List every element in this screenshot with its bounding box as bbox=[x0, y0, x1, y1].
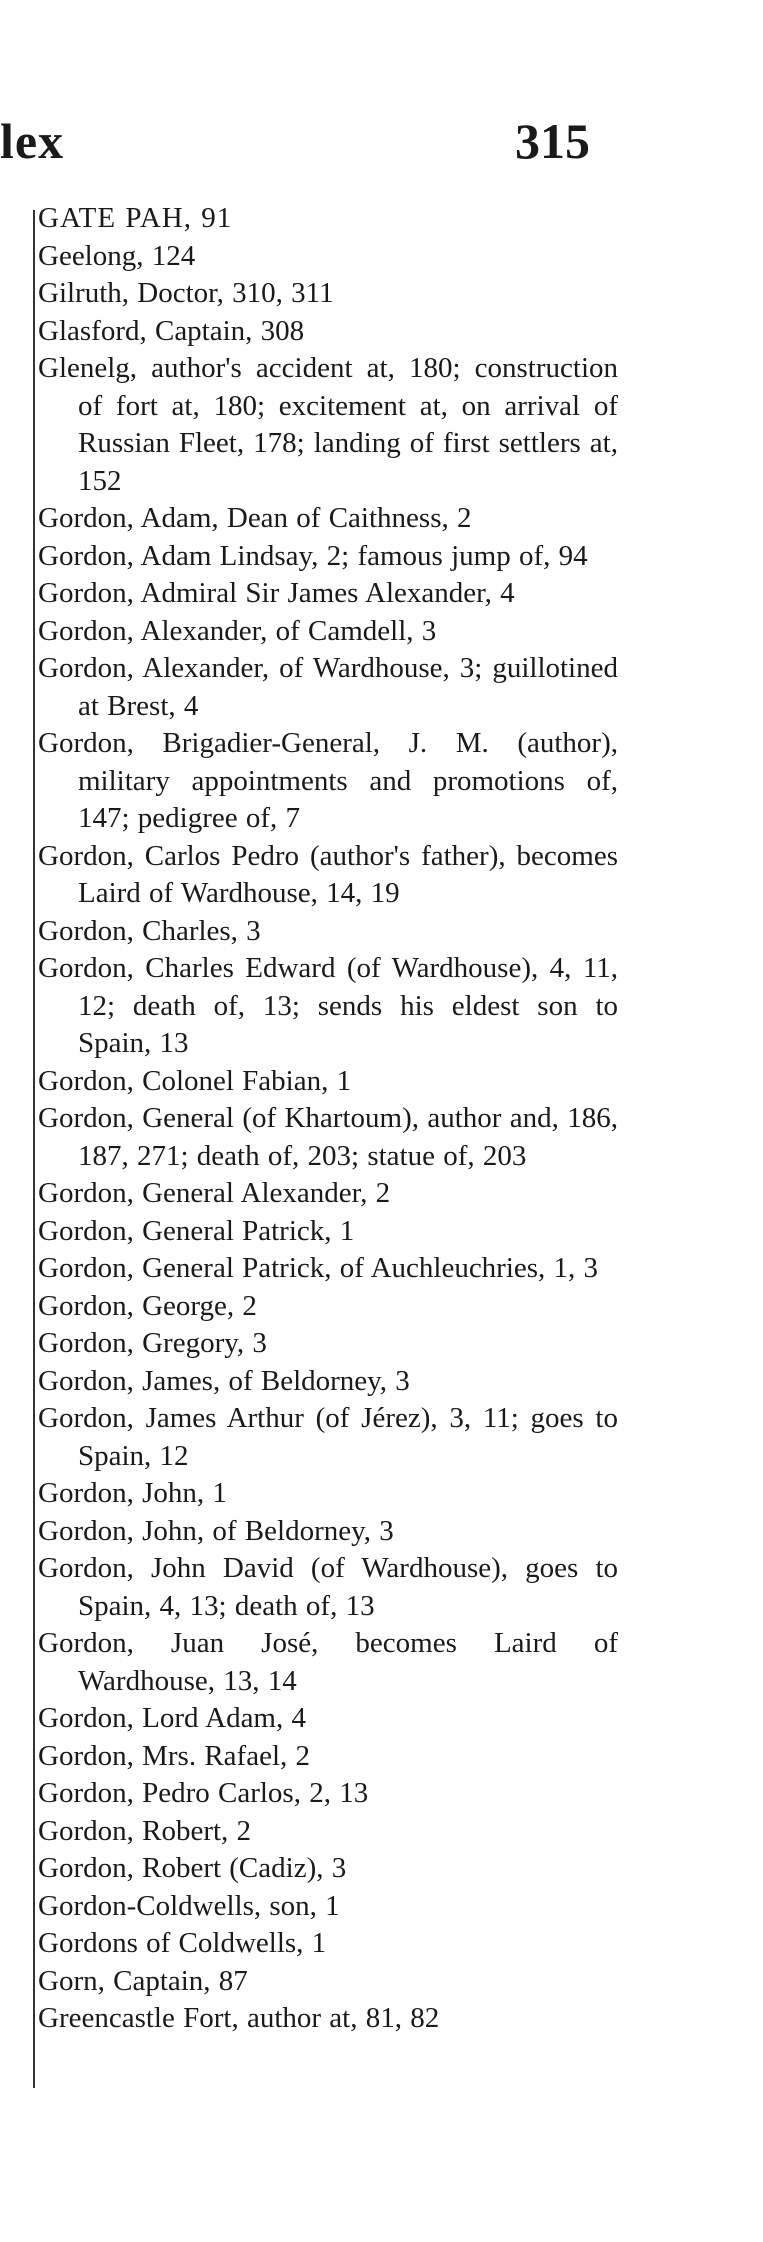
index-entry: Gordon, Robert (Cadiz), 3 bbox=[38, 1852, 347, 1884]
index-entry: Gordon, James, of Beldorney, 3 bbox=[38, 1364, 410, 1397]
index-entry: Gordons of Coldwells, 1 bbox=[38, 1927, 327, 1959]
index-list bbox=[38, 200, 618, 2038]
index-entry: Gordon, Adam, Dean of Caithness, 2 bbox=[38, 502, 472, 534]
index-entry: Gordon, Adam Lindsay, 2; famous jump of, 94 bbox=[38, 539, 588, 572]
index-entry: Gordon, Charles, 3 bbox=[38, 914, 261, 947]
index-entry: Gordon, Mrs. Rafael, 2 bbox=[38, 1739, 311, 1772]
index-entry: Glenelg, author's accident at, 180; construction of fort at, 180; excitement at, on arrival of Russian Fleet, 178; landing of first settlers at, 152 bbox=[38, 352, 618, 497]
index-entry: Greencastle Fort, author at, 81, 82 bbox=[38, 2002, 440, 2034]
index-entry: Glasford, Captain, 308 bbox=[38, 314, 305, 347]
index-entry: Gordon, Admiral Sir James Alexander, 4 bbox=[38, 577, 515, 609]
index-entry: Gordon, Alexander, of Camdell, 3 bbox=[38, 614, 437, 647]
index-entry: Gilruth, Doctor, 310, 311 bbox=[38, 277, 334, 309]
index-entry: Gordon, James Arthur (of Jérez), 3, 11; goes to Spain, 12 bbox=[38, 1402, 618, 1472]
index-entry: Gorn, Captain, 87 bbox=[38, 1964, 248, 1997]
index-entry: Gordon, Pedro Carlos, 2, 13 bbox=[38, 1777, 369, 1809]
index-entry: Gordon, Charles Edward (of Wardhouse), 4, 11, 12; death of, 13; sends his eldest son to Spain, 13 bbox=[38, 952, 618, 1059]
column-rule bbox=[33, 210, 35, 2088]
index-entry: Gordon, Alexander, of Wardhouse, 3; guillotined at Brest, 4 bbox=[38, 652, 618, 722]
running-head bbox=[0, 112, 590, 172]
index-entry: Gordon, George, 2 bbox=[38, 1289, 257, 1322]
index-entry: Gordon, General Patrick, of Auchleuchries, 1, 3 bbox=[38, 1252, 599, 1284]
index-entry: Gordon, John, of Beldorney, 3 bbox=[38, 1514, 394, 1547]
index-entry: Gordon, John, 1 bbox=[38, 1477, 227, 1509]
index-entry: Gordon, Lord Adam, 4 bbox=[38, 1702, 306, 1734]
index-entry: GATE PAH, 91 bbox=[38, 202, 233, 234]
running-head-word: lex bbox=[0, 113, 65, 169]
index-entry: Gordon, Robert, 2 bbox=[38, 1814, 252, 1847]
index-entry: Gordon, General (of Khartoum), author and, 186, 187, 271; death of, 203; statue of, 203 bbox=[38, 1102, 618, 1172]
index-entry: Gordon, Colonel Fabian, 1 bbox=[38, 1064, 352, 1097]
index-entry: Gordon, General Patrick, 1 bbox=[38, 1214, 355, 1247]
index-entry: Gordon, Brigadier-General, J. M. (author), military appointments and promotions of, 147; pedigree of, 7 bbox=[38, 727, 618, 834]
index-entry: Gordon, Gregory, 3 bbox=[38, 1327, 267, 1359]
index-entry: Gordon, General Alexander, 2 bbox=[38, 1177, 391, 1209]
index-entry: Geelong, 124 bbox=[38, 239, 196, 272]
index-entry: Gordon-Coldwells, son, 1 bbox=[38, 1889, 340, 1922]
index-entry: Gordon, Carlos Pedro (author's father), becomes Laird of Wardhouse, 14, 19 bbox=[38, 839, 618, 909]
index-entry: Gordon, Juan José, becomes Laird of Wardhouse, 13, 14 bbox=[38, 1627, 618, 1697]
index-entry: Gordon, John David (of Wardhouse), goes to Spain, 4, 13; death of, 13 bbox=[38, 1552, 618, 1622]
page-number: 315 bbox=[515, 113, 590, 169]
